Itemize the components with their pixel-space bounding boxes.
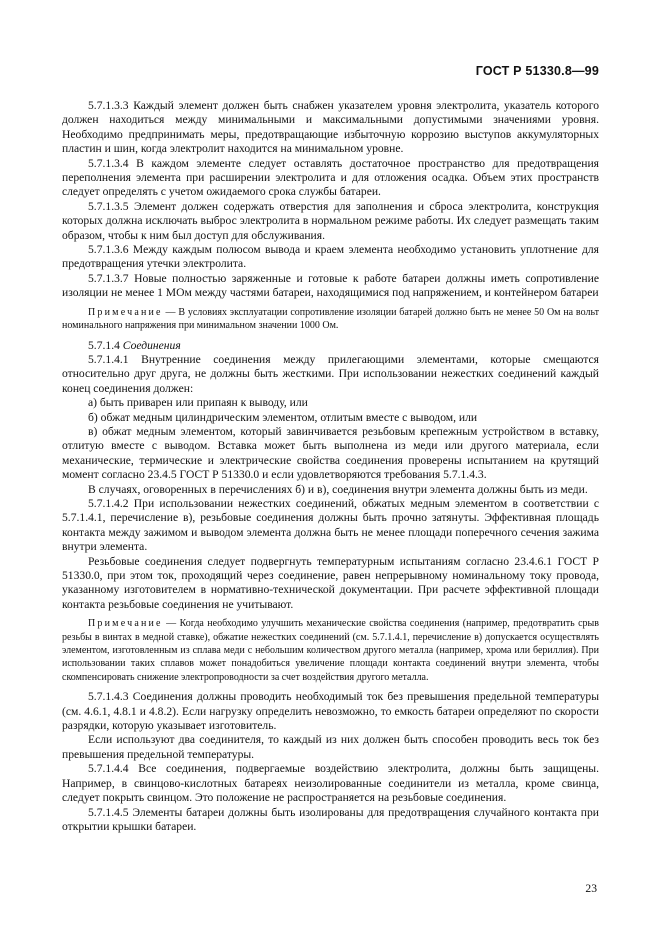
paragraph: 5.7.1.3.3 Каждый элемент должен быть снабжен указателем уровня электролита, указатель которого должен находиться между минимальными и максимальными допустимыми значениями уровня. Необходимо предпринимать меры, предотвращающие избыточную коррозию выступов аккумуляторных пластин и шин, когда электролит находится на минимальном уровне. [62, 99, 599, 156]
note-text: — Когда необходимо улучшить механические свойства соединения (например, предотвратить срыв резьбы в винтах в медной ставке), обжатие нежестких соединений (см. 5.7.1.4.1, перечисление в) допускается осуществлять элементом, изготовленным из сплава меди с небольшим количеством другого металла (например, хрома или бериллия). При использовании таких сплавов может понадобиться увеличение площади контакта соединений внутри элемента, чтобы скомпенсировать снижение электропроводности за счет воздействия другого металла. [62, 618, 599, 683]
list-item: а) быть приварен или припаян к выводу, или [88, 396, 308, 410]
paragraph: Резьбовые соединения следует подвергнуть температурным испытаниям согласно 23.4.6.1 ГОСТ Р 51330.0, при этом ток, проходящий через соединение, равен непрерывному номинальному току провода, указанному изготовителем в нормативно-технической документации. При расчете эффективной площади контакта резьбовые соединения не учитывают. [62, 554, 599, 611]
note-label: Примечание [88, 306, 163, 318]
paragraph: Если используют два соединителя, то каждый из них должен быть способен проводить весь ток без превышения предельной температуры. [62, 733, 599, 761]
page-content [62, 99, 599, 834]
note-1 [62, 306, 599, 333]
note-text: — В условиях эксплуатации сопротивление изоляции батарей должно быть не менее 50 Ом на вольт номинального напряжения при минимальном значении 1000 Ом. [62, 306, 599, 332]
list-item: б) обжат медным цилиндрическим элементом, отлитым вместе с выводом, или [88, 410, 478, 424]
list-item: в) обжат медным элементом, который завинчивается резьбовым крепежным устройством в вставку, отлитую вместе с выводом. Вставка может быть выполнена из меди или другого материала, если механические, термические и электрические свойства соединения проверены испытанием на крутящий момент согласно 23.4.5 ГОСТ Р 51330.0 и если удовлетворяются требования 5.7.1.4.3. [62, 424, 599, 482]
paragraph: 5.7.1.3.6 Между каждым полюсом вывода и краем элемента необходимо установить уплотнение для предотвращения утечки электролита. [62, 243, 599, 271]
paragraph: 5.7.1.3.5 Элемент должен содержать отверстия для заполнения и сброса электролита, конструкция которых должна исключать выброс электролита в нормальном режиме работы. Их следует размещать таким образом, чтобы к ним был доступ для обслуживания. [62, 199, 599, 242]
note-label: Примечание [88, 618, 163, 630]
paragraph: 5.7.1.4.1 Внутренние соединения между прилегающими элементами, которые смещаются относительно друг друга, не должны быть жесткими. При использовании нежестких соединений каждый конец соединения должен: [62, 352, 599, 395]
standard-header: ГОСТ Р 51330.8—99 [475, 64, 599, 78]
paragraph: 5.7.1.3.7 Новые полностью заряженные и готовые к работе батареи должны иметь сопротивление изоляции не менее 1 МОм между частями батареи, находящимися под напряжением, и контейнером батареи [62, 271, 599, 300]
paragraph: 5.7.1.4.4 Все соединения, подвергаемые воздействию электролита, должны быть защищены. Например, в свинцово-кислотных батареях неизолированные соединители из металла, кроме свинца, следует покрыть свинцом. Это положение не распространяется на резьбовые соединения. [62, 762, 599, 805]
paragraph: 5.7.1.4.2 При использовании нежестких соединений, обжатых медным элементом в соответствии с 5.7.1.4.1, перечисление в), резьбовые соединения должны быть прочно затянуты. Эффективная площадь контакта между зажимом и выводом элемента должна быть не менее площади поперечного сечения зажима внутри элемента. [62, 496, 599, 554]
paragraph: В случаях, оговоренных в перечислениях б) и в), соединения внутри элемента должны быть из меди. [88, 482, 588, 496]
paragraph: 5.7.1.4.3 Соединения должны проводить необходимый ток без превышения предельной температуры (см. 4.6.1, 4.8.1 и 4.8.2). Если нагрузку определить невозможно, то емкость батареи определяют по скорости разрядки, которую указывает изготовитель. [62, 690, 599, 733]
paragraph: 5.7.1.3.4 В каждом элементе следует оставлять достаточное пространство для предотвращения переполнения элемента при расширении электролита и для отложения осадка. Объем этих пространств следует определять с учетом ожидаемого срока службы батареи. [62, 156, 599, 199]
section-heading [62, 339, 599, 353]
paragraph: 5.7.1.4.5 Элементы батареи должны быть изолированы для предотвращения случайного контакта при открытии крышки батареи. [62, 805, 599, 833]
note-2 [62, 617, 599, 684]
page-number: 23 [585, 882, 597, 895]
section-title: Соединения [122, 338, 181, 352]
section-number: 5.7.1.4 [88, 338, 123, 352]
